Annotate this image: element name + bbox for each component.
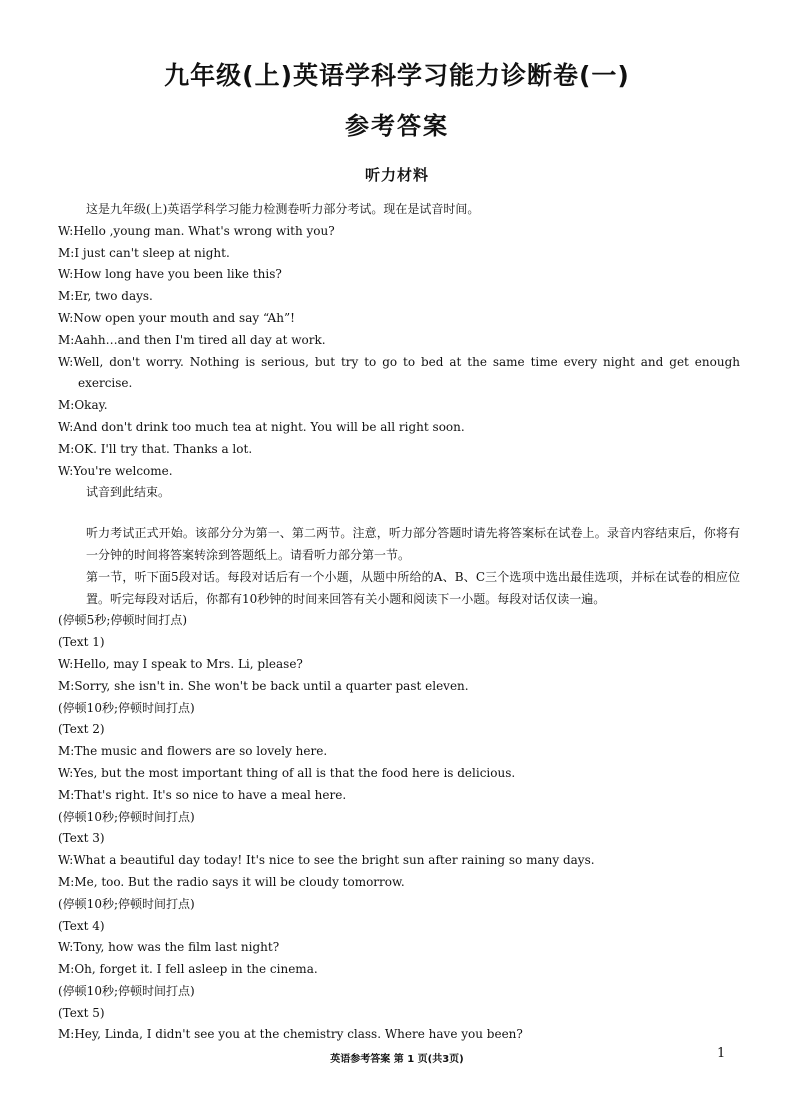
page-title: 九年级(上)英语学科学习能力诊断卷(一)	[164, 61, 630, 90]
dialogue-line: M:Sorry, she isn't in. She won't be back until a quarter past eleven.	[58, 678, 469, 693]
dialogue-line: M:Hey, Linda, I didn't see you at the chemistry class. Where have you been?	[58, 1027, 523, 1042]
pause-note: (停顿10秒;停顿时间打点)	[58, 809, 195, 824]
dialogue-line: M:That's right. It's so nice to have a meal here.	[58, 787, 347, 802]
pause-note: (停顿10秒;停顿时间打点)	[58, 700, 195, 715]
instruction-paragraph: 第一节，听下面5段对话。每段对话后有一个小题，从题中所给的A、B、C三个选项中选出最佳选项，并标在试卷的相应位置。听完每段对话后，你都有10秒钟的时间来回答有关小题和阅读下一小题。每段对话仅读一遍。	[86, 569, 740, 606]
text-label: (Text 1)	[58, 635, 105, 650]
dialogue-line: M:Oh, forget it. I fell asleep in the cinema.	[58, 962, 318, 977]
dialogue-line: W:And don't drink too much tea at night. You will be all right soon.	[58, 419, 465, 434]
pause-note: (停顿5秒;停顿时间打点)	[58, 613, 188, 628]
paragraph-gap	[58, 504, 740, 523]
dialogue-line: W:Well, don't worry. Nothing is serious, but try to go to bed at the same time every night and get enough exercise.	[58, 354, 740, 391]
text-label: (Text 3)	[58, 831, 105, 846]
dialogue-line: W:Yes, but the most important thing of all is that the food here is delicious.	[58, 765, 516, 780]
dialogue-line: W:You're welcome.	[58, 463, 173, 478]
dialogue-line: M:Me, too. But the radio says it will be cloudy tomorrow.	[58, 874, 405, 889]
dialogue-line: M:Aahh…and then I'm tired all day at work.	[58, 332, 326, 347]
page-number: 1	[717, 1046, 726, 1061]
pause-note: (停顿10秒;停顿时间打点)	[58, 983, 195, 998]
dialogue-line: W:How long have you been like this?	[58, 267, 282, 282]
text-label: (Text 2)	[58, 722, 105, 737]
dialogue-line: M:Okay.	[58, 398, 108, 413]
dialogue-line: M:Er, two days.	[58, 289, 153, 304]
dialogue-line: M:OK. I'll try that. Thanks a lot.	[58, 441, 253, 456]
dialogue-line: M:I just can't sleep at night.	[58, 245, 230, 260]
dialogue-line: W:Now open your mouth and say “Ah”!	[58, 310, 295, 325]
dialogue-line: W:Hello, may I speak to Mrs. Li, please?	[58, 656, 303, 671]
text-label: (Text 4)	[58, 918, 105, 933]
dialogue-line: W:What a beautiful day today! It's nice to see the bright sun after raining so many days.	[58, 853, 595, 868]
dialogue-line: W:Hello ,young man. What's wrong with you?	[58, 223, 335, 238]
section-heading-listening: 听力材料	[364, 166, 429, 184]
test-end-line: 试音到此结束。	[86, 485, 171, 500]
pause-note: (停顿10秒;停顿时间打点)	[58, 896, 195, 911]
intro-line: 这是九年级(上)英语学科学习能力检测卷听力部分考试。现在是试音时间。	[86, 202, 480, 216]
listening-transcript	[58, 199, 740, 1046]
dialogue-line: W:Tony, how was the film last night?	[58, 940, 280, 955]
instruction-paragraph: 听力考试正式开始。该部分分为第一、第二两节。注意，听力部分答题时请先将答案标在试卷上。录音内容结束后，你将有一分钟的时间将答案转涂到答题纸上。请看听力部分第一节。	[86, 526, 740, 562]
text-label: (Text 5)	[58, 1005, 105, 1020]
dialogue-line: M:The music and flowers are so lovely here.	[58, 744, 328, 759]
page-subtitle: 参考答案	[345, 112, 449, 140]
page-footer: 英语参考答案 第 1 页(共3页)	[330, 1054, 464, 1065]
